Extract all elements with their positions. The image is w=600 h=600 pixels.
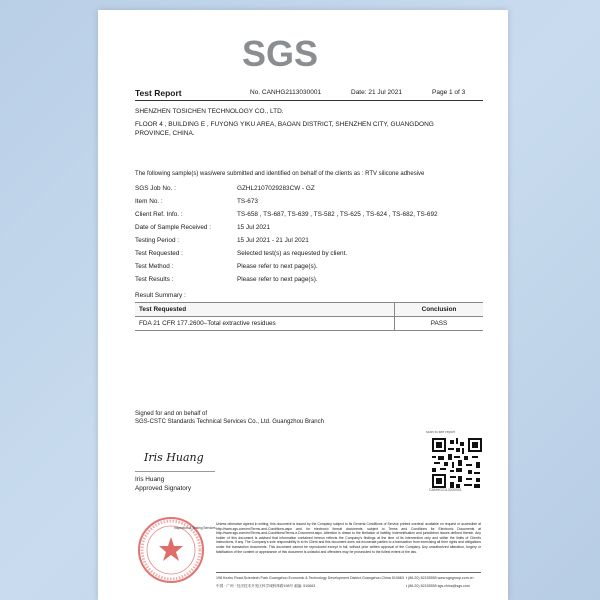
qr-caption: scan to see report (426, 430, 455, 434)
field-label: Test Method : (135, 263, 174, 270)
table-row (135, 317, 483, 331)
applicant-company: SHENZHEN TOSICHEN TECHNOLOGY CO., LTD. (135, 108, 284, 115)
footer-address-cn: 中国 · 广州 · 经济技术开发区科学城科珠路198号 邮编: 510663 (216, 584, 316, 588)
col-test-requested: Test Requested (135, 303, 395, 317)
applicant-address: FLOOR 4 , BUILDING E , FUYONG YIKU AREA, BAOAN DISTRICT, SHENZHEN CITY, GUANGDONG PROVINCE, CHINA. (135, 121, 434, 137)
branch-name: SGS-CSTC Standards Technical Services Co., Ltd. Guangzhou Branch (135, 419, 324, 425)
signed-block (135, 410, 395, 426)
signatory (135, 475, 191, 493)
field-value: TS-673 (237, 198, 258, 205)
report-page (98, 10, 508, 600)
legal-disclaimer: Unless otherwise agreed in writing, this document is issued by the Company subject to its General Conditions of Service printed overleaf, available on request or accessible at http://www.sgs.com/en/Terms-and-Conditions.aspx and, for electronic format documents, subject to Terms and Conditions for Electronic Documents at http://www.sgs.com/en/Terms-and-Conditions/Terms-e-Document.aspx. Attention is drawn to the limitation of liability, indemnification and jurisdiction issues defined therein. Any holder of this document is advised that information contained hereon reflects the Company's findings at the time of its intervention only and within the limits of Client's instructions, if any. The Company's sole responsibility is to its Client and this document does not exonerate parties to a transaction from exercising all their rights and obligations under the transaction documents. This document cannot be reproduced except in full, without prior written approval of the Company. Any unauthorized alteration, forgery or falsification of the content or appearance of this document is unlawful and offenders may be prosecuted to the fullest extent of the law. (216, 522, 481, 554)
test-cell: FDA 21 CFR 177.2600–Total extractive residues (135, 317, 395, 331)
report-title: Test Report (135, 88, 182, 98)
footer-address-en: 198 Kezhu Road,Scientech Park Guangzhou Economic & Technology Development District,Guangzhou,China 510663 (216, 576, 404, 580)
header-divider (135, 100, 483, 101)
signed-for-text: Signed for and on behalf of (135, 411, 208, 417)
sgs-logo (241, 32, 319, 74)
field-value: 15 Jul 2021 - 21 Jul 2021 (237, 237, 309, 244)
footer-divider (216, 572, 481, 573)
footer-contact-en: t (86-20) 82155555 www.sgsgroup.com.cn (406, 576, 474, 580)
report-number: No. CANHG2113030001 (250, 89, 322, 96)
conclusion-cell: PASS (395, 317, 484, 331)
field-value: Please refer to next page(s). (237, 263, 318, 270)
handwritten-signature: Iris Huang (144, 451, 204, 464)
field-value: TS-658 , TS-687, TS-639 , TS-582 , TS-625 , TS-624 , TS-682, TS-692 (237, 211, 438, 218)
signature-line (135, 471, 215, 472)
page-number: Page 1 of 3 (432, 89, 466, 96)
col-conclusion: Conclusion (395, 303, 484, 317)
report-date: Date: 21 Jul 2021 (351, 89, 402, 96)
field-label: Test Requested : (135, 250, 183, 257)
field-label: Date of Sample Received : (135, 224, 212, 231)
field-value: 15 Jul 2021 (237, 224, 271, 231)
field-label: Testing Period : (135, 237, 180, 244)
svg-text:SGS: SGS (241, 33, 319, 74)
field-label: Test Results : (135, 276, 174, 283)
field-label: SGS Job No. : (135, 185, 176, 192)
qr-code-icon (432, 438, 482, 488)
result-summary-label: Result Summary : (135, 292, 186, 299)
field-label: Item No. : (135, 198, 163, 205)
field-label: Client Ref. Info. : (135, 211, 183, 218)
footer-contact-cn: t (86-20) 82155555 sgs.china@sgs.com (406, 584, 470, 588)
signatory-title: Approved Signatory (135, 485, 192, 492)
signatory-name: Iris Huang (135, 476, 165, 483)
field-value: Selected test(s) as requested by client. (237, 250, 348, 257)
field-value: GZHL2107029283CW - GZ (237, 185, 315, 192)
result-summary-table (135, 302, 483, 331)
field-value: Please refer to next page(s). (237, 276, 318, 283)
seal-caption: Inspection & Testing Services (174, 526, 216, 530)
sample-intro: The following sample(s) was/were submitted and identified on behalf of the clients as : RTV silicone adhesive (135, 171, 425, 177)
qr-number: CANHG2113030001 (429, 488, 462, 492)
table-header-row (135, 303, 483, 317)
